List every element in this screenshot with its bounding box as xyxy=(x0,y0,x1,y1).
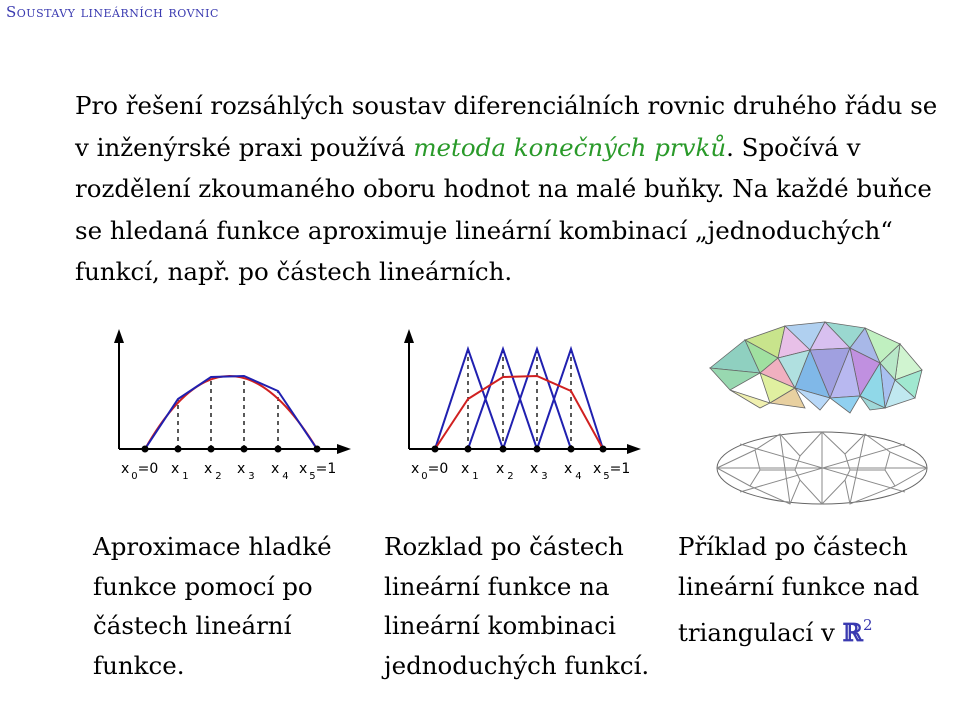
piecewise-linear-combination xyxy=(435,376,603,449)
smooth-function-curve xyxy=(145,376,317,449)
y-axis xyxy=(114,329,124,449)
tick-label-x1: x $_1$ xyxy=(171,461,189,482)
tick-label-x4: x $_4$ xyxy=(564,461,582,482)
intro-text-after: . Spočívá v rozdělení zkoumaného oboru hodnot na malé buňky. Na každé buňce se hledaná funkce aproximuje lineární kombinací „jednoduchých“ funkcí, např. po částech lineárních. xyxy=(75,132,932,286)
tick-label-x2: x $_2$ xyxy=(204,461,222,482)
tick-label-x5: x $_5$=1 xyxy=(593,461,631,482)
node-point xyxy=(275,446,282,453)
node-point xyxy=(534,446,541,453)
tick-label-x3: x $_3$ xyxy=(530,461,548,482)
intro-paragraph xyxy=(75,85,945,293)
node-point xyxy=(500,446,507,453)
intro-text-before: Pro řešení rozsáhlých soustav diferenciálních rovnic druhého řádu se v inženýrské praxi používá xyxy=(75,91,938,162)
caption-left: Aproximace hladké funkce pomocí po částech lineární funkce. xyxy=(93,532,332,680)
figure-hat-functions xyxy=(385,325,655,500)
exponent: 2 xyxy=(863,616,873,634)
slide-header: Soustavy lineárních rovnic xyxy=(6,3,219,21)
tick-label-x2: x $_2$ xyxy=(496,461,514,482)
node-point xyxy=(142,446,149,453)
tick-label-x3: x $_3$ xyxy=(237,461,255,482)
figure-triangulation-surface xyxy=(700,318,940,513)
node-point xyxy=(600,446,607,453)
triangulation-mesh xyxy=(717,432,927,504)
tick-label-x4: x $_4$ xyxy=(271,461,289,482)
node-point xyxy=(175,446,182,453)
figure-approximation xyxy=(95,325,365,500)
node-point xyxy=(568,446,575,453)
tick-label-x1: x $_1$ xyxy=(461,461,479,482)
node-point xyxy=(314,446,321,453)
piecewise-surface xyxy=(710,322,922,413)
tick-label-x0: x $_0$=0 xyxy=(411,461,449,482)
node-point xyxy=(465,446,472,453)
node-point xyxy=(208,446,215,453)
caption-middle: Rozklad po částech lineární funkce na lineární kombinaci jednoduchých funkcí. xyxy=(384,532,650,680)
hat-function-4 xyxy=(537,349,603,449)
node-point xyxy=(241,446,248,453)
tick-label-x0: x $_0$=0 xyxy=(121,461,159,482)
real-numbers-symbol: ℝ xyxy=(842,618,864,647)
y-axis xyxy=(404,329,414,449)
intro-emphasis-link: metoda konečných prvků xyxy=(413,132,727,162)
caption-right xyxy=(678,527,943,653)
node-point xyxy=(432,446,439,453)
caption-right-text: Příklad po částech lineární funkce nad triangulací v xyxy=(678,532,920,647)
tick-label-x5: x $_5$=1 xyxy=(299,461,337,482)
